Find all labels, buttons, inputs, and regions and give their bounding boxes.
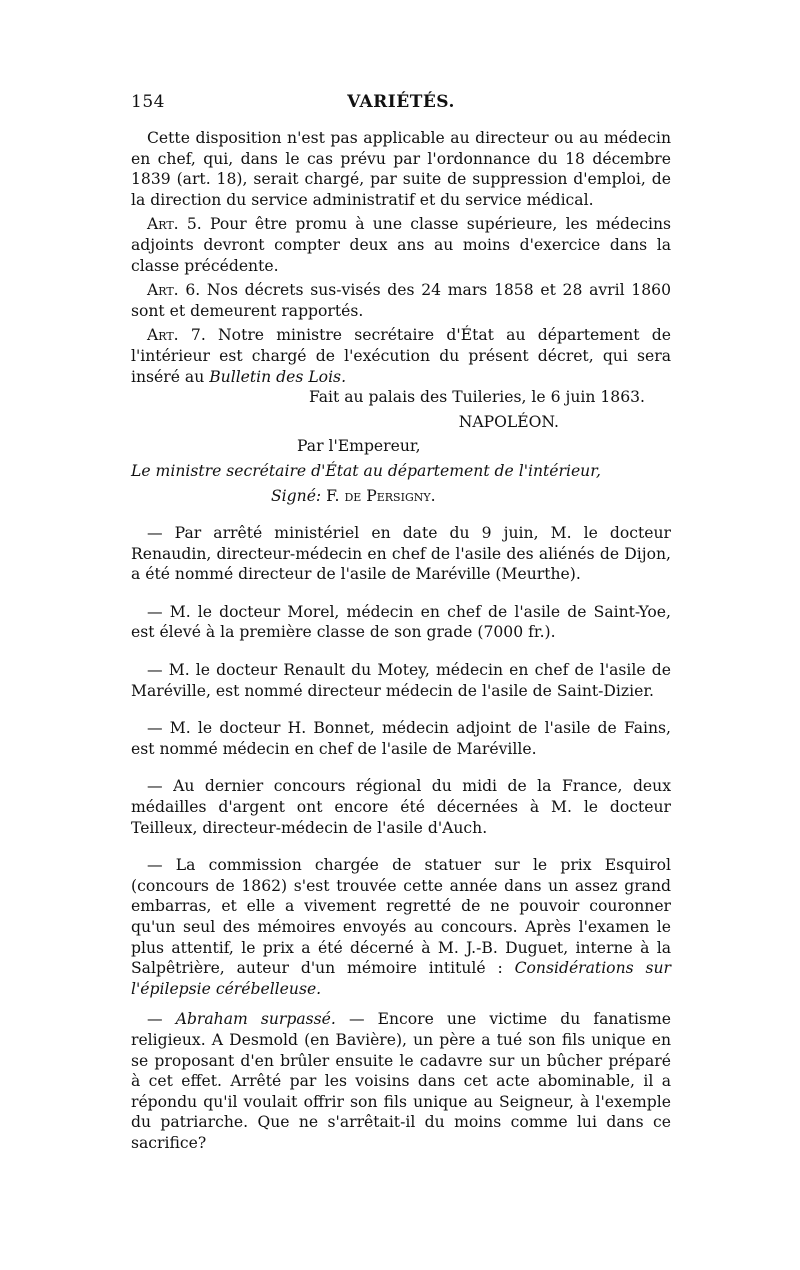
signatory-napoleon: NAPOLÉON. (458, 412, 559, 431)
par-empereur: Par l'Empereur, (297, 437, 421, 456)
news-renaudin: — Par arrêté ministériel en date du 9 juin, M. le docteur Renaudin, directeur-médecin en chef de l'asile des aliénés de Dijon, a été nommé directeur de l'asile de Maréville (Meurthe). (131, 524, 671, 584)
bulletin-des-lois: Bulletin des Lois. (209, 367, 347, 386)
signe-label: Signé: (271, 486, 322, 505)
memoire-title: Considérations sur l'épilepsie cérébelleuse. (131, 959, 671, 998)
abraham-dash: — (147, 1010, 176, 1029)
paragraph-disposition: Cette disposition n'est pas applicable au directeur ou au médecin en chef, qui, dans le cas prévu par l'ordonnance du 18 décembre 1839 (art. 18), serait chargé, par suite de suppression d'emploi, de la direction du service administratif et du service médical. (131, 129, 671, 209)
article-7-label: Art. 7. (147, 326, 206, 345)
article-5-label: Art. 5. (147, 215, 202, 234)
article-6-text: Nos décrets sus-visés des 24 mars 1858 et 28 avril 1860 sont et demeurent rapportés. (131, 281, 671, 320)
article-7-text: Notre ministre secrétaire d'État au département de l'intérieur est chargé de l'exécution du présent décret, qui sera inséré au (131, 326, 671, 386)
page-body (131, 128, 671, 1154)
news-teilleux: — Au dernier concours régional du midi de la France, deux médailles d'argent ont encore été décernées à M. le docteur Teilleux, directeur-médecin de l'asile d'Auch. (131, 777, 671, 837)
prix-esquirol-text: — La commission chargée de statuer sur le prix Esquirol (concours de 1862) s'est trouvée cette année dans un assez grand embarras, et elle a vivement regretté de ne pouvoir couronner qu'un seul des mémoires envoyés au concours. Après l'examen le plus attentif, le prix a été décerné à M. J.-B. Duguet, interne à la Salpêtrière, auteur d'un mémoire intitulé : (131, 856, 671, 978)
news-abraham (131, 1009, 671, 1153)
news-prix-esquirol (131, 855, 671, 999)
article-5-text: Pour être promu à une classe supérieure, les médecins adjoints devront compter deux ans au moins d'exercice dans la classe précédente. (131, 215, 671, 275)
signature-line (131, 486, 671, 507)
ministre-title: Le ministre secrétaire d'État au département de l'intérieur, (131, 461, 601, 480)
article-5 (131, 214, 671, 276)
decree-place-date: Fait au palais des Tuileries, le 6 juin 1863. (308, 388, 645, 407)
page-number: 154 (131, 92, 165, 112)
signe-name: F. de Persigny. (321, 486, 436, 505)
news-bonnet: — M. le docteur H. Bonnet, médecin adjoint de l'asile de Fains, est nommé médecin en chef de l'asile de Maréville. (131, 719, 671, 758)
news-renault: — M. le docteur Renault du Motey, médecin en chef de l'asile de Maréville, est nommé directeur médecin de l'asile de Saint-Dizier. (131, 661, 671, 700)
abraham-title: Abraham surpassé. (175, 1010, 336, 1029)
abraham-text: — Encore une victime du fanatisme religieux. A Desmold (en Bavière), un père a tué son fils unique en se proposant d'en brûler ensuite le cadavre sur un bûcher préparé à cet effet. Arrêté par les voisins dans cet acte abominable, il a répondu qu'il voulait offrir son fils unique au Seigneur, à l'exemple du patriarche. Que ne s'arrêtait-il du moins comme lui dans ce sacrifice? (131, 1010, 671, 1152)
news-morel: — M. le docteur Morel, médecin en chef de l'asile de Saint-Yoe, est élevé à la première classe de son grade (7000 fr.). (131, 602, 671, 642)
article-7 (131, 325, 671, 387)
running-title: VARIÉTÉS. (347, 92, 455, 112)
article-6-label: Art. 6. (147, 281, 201, 300)
article-6 (131, 280, 671, 321)
